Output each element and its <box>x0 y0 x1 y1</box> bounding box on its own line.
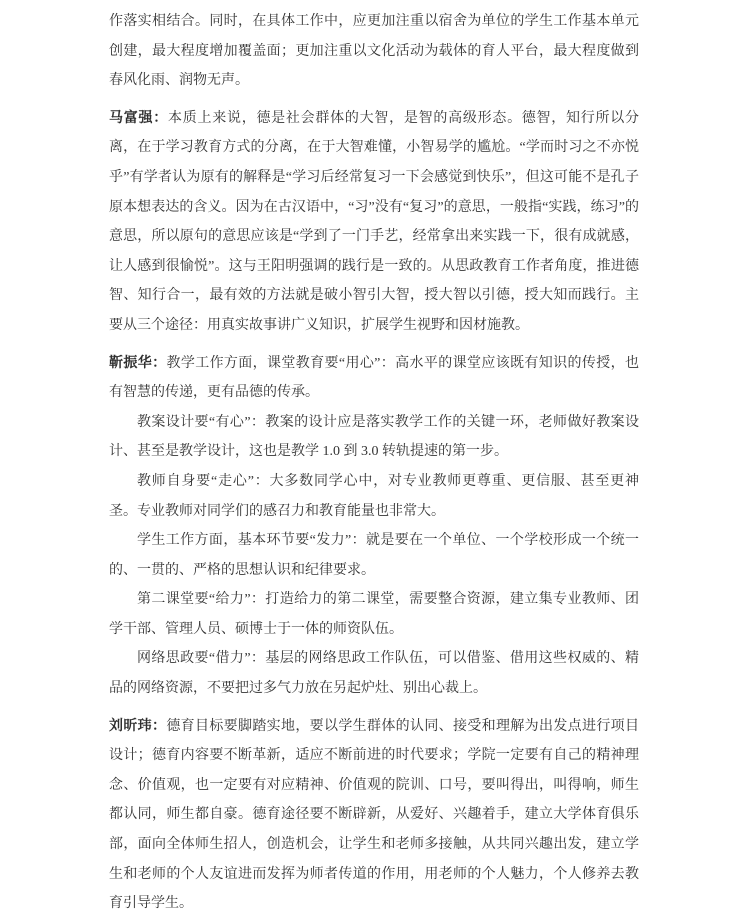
paragraph-text: 教师自身要“走心”：大多数同学心中，对专业教师更尊重、更信服、甚至更神圣。专业教师对同学们的感召力和教育能量也非常大。 <box>109 473 639 519</box>
sub-paragraph-teacher-self <box>109 467 639 526</box>
paragraph-text: 作落实相结合。同时，在具体工作中，应更加注重以宿舍为单位的学生工作基本单元创建，最大程度增加覆盖面；更加注重以文化活动为载体的育人平台，最大程度做到春风化雨、润物无声。 <box>109 14 639 89</box>
speaker-name-jin-zhenhua: 靳振华： <box>109 355 167 371</box>
speech-text: 德育目标要脚踏实地，要以学生群体的认同、接受和理解为出发点进行项目设计；德育内容要不断革新，适应不断前进的时代要求；学院一定要有自己的精神理念、价值观，也一定要有对应精神、价值观的院训、口号，要叫得出，叫得响，师生都认同，师生都自豪。德育途径要不断辟新，从爱好、兴趣着手，建立大学体育俱乐部，面向全体师生招人，创造机会，让学生和老师多接触，从共同兴趣出发，建立学生和老师的个人友谊进而发挥为师者传道的作用，用老师的个人魅力，个人修养去教育引导学生。 <box>109 718 640 912</box>
paragraph-continuation <box>109 7 639 96</box>
speech-text: 教学工作方面，课堂教育要“用心”：高水平的课堂应该既有知识的传授，也有智慧的传递，更有品德的传承。 <box>109 355 639 401</box>
speaker-name-ma-fuqiang: 马富强： <box>109 110 168 126</box>
paragraph-text: 教案设计要“有心”：教案的设计应是落实教学工作的关键一环，老师做好教案设计、甚至是教学设计，这也是教学 1.0 到 3.0 转轨提速的第一步。 <box>109 414 639 460</box>
sub-paragraph-student-work <box>109 526 639 585</box>
paragraph-text: 学生工作方面，基本环节要“发力”：就是要在一个单位、一个学校形成一个统一的、一贯的、严格的思想认识和纪律要求。 <box>109 533 639 578</box>
speech-paragraph-jin-zhenhua <box>109 349 639 408</box>
sub-paragraph-network-ideology <box>109 644 639 703</box>
sub-paragraph-lesson-plan <box>109 408 639 467</box>
paragraph-text: 网络思政要“借力”：基层的网络思政工作队伍，可以借鉴、借用这些权威的、精品的网络资源，不要把过多气力放在另起炉灶、别出心裁上。 <box>109 651 639 697</box>
speech-text: 本质上来说，德是社会群体的大智，是智的高级形态。德智，知行所以分离，在于学习教育方式的分离，在于大智难懂，小智易学的尴尬。“学而时习之不亦悦乎”有学者认为原有的解释是“学习后经常复习一下会感觉到快乐”，但这可能不是孔子原本想表达的含义。因为在古汉语中，“习”没有“复习”的意思，一般指“实践，练习”的意思，所以原句的意思应该是“学到了一门手艺，经常拿出来实践一下，很有成就感，让人感到很愉悦”。这与王阳明强调的践行是一致的。从思政教育工作者角度，推进德智、知行合一，最有效的方法就是破小智引大智，授大智以引德，授大知而践行。主要从三个途径：用真实故事讲广义知识，扩展学生视野和因材施教。 <box>109 110 640 333</box>
paragraph-text: 第二课堂要“给力”：打造给力的第二课堂，需要整合资源，建立集专业教师、团学干部、管理人员、硕博士于一体的师资队伍。 <box>109 592 639 637</box>
speech-paragraph-liu-xinwei <box>109 712 639 919</box>
speaker-name-liu-xinwei: 刘昕玮： <box>109 718 167 734</box>
sub-paragraph-second-classroom <box>109 585 639 644</box>
speech-paragraph-ma-fuqiang <box>109 104 639 341</box>
